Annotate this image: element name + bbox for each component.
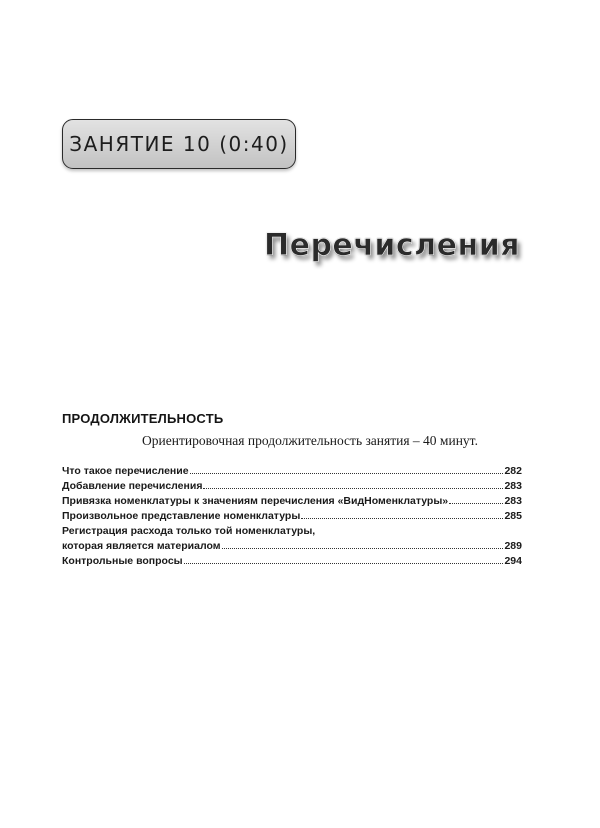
toc-entry-title-line1: Регистрация расхода только той номенклатуры, (62, 525, 316, 537)
toc-entry-page: 294 (504, 555, 522, 567)
toc-entry-title: Добавление перечисления (62, 480, 203, 492)
table-of-contents (62, 464, 522, 569)
toc-entry-page: 285 (504, 510, 522, 522)
toc-entry-title: которая является материалом (62, 540, 221, 552)
toc-leader-dots (222, 547, 504, 549)
toc-entry[interactable] (62, 479, 522, 494)
toc-entry[interactable] (62, 509, 522, 524)
duration-note: Ориентировочная продолжительность занятия – 40 минут. (142, 433, 478, 448)
toc-leader-dots (184, 562, 504, 564)
toc-leader-dots (301, 517, 503, 519)
toc-entry-page: 283 (504, 495, 522, 507)
toc-entry[interactable] (62, 554, 522, 569)
toc-entry-title: Привязка номенклатуры к значениям перечисления «ВидНоменклатуры» (62, 495, 449, 507)
toc-leader-dots (449, 502, 503, 504)
toc-entry-page: 282 (504, 465, 522, 477)
toc-entry-title: Контрольные вопросы (62, 555, 183, 567)
chapter-title: Перечисления (263, 228, 520, 263)
toc-entry-page: 289 (504, 540, 522, 552)
toc-leader-dots (203, 487, 503, 489)
toc-entry[interactable] (62, 494, 522, 509)
toc-entry-title: Произвольное представление номенклатуры (62, 510, 301, 522)
toc-entry-multiline[interactable] (62, 524, 522, 554)
toc-leader-dots (190, 472, 504, 474)
duration-heading: ПРОДОЛЖИТЕЛЬНОСТЬ (62, 411, 224, 426)
toc-entry-page: 283 (504, 480, 522, 492)
lesson-badge (62, 119, 296, 169)
toc-entry-title: Что такое перечисление (62, 465, 189, 477)
toc-entry[interactable] (62, 464, 522, 479)
lesson-label: ЗАНЯТИЕ 10 (0:40) (69, 132, 289, 156)
